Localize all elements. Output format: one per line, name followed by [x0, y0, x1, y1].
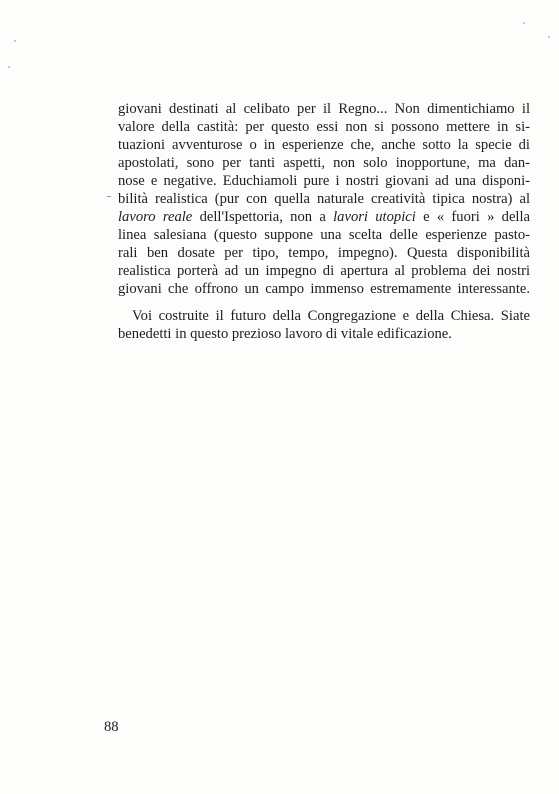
italic-phrase: lavoro reale	[118, 209, 193, 225]
text-line: giovani destinati al celibato per il Regno... Non dimentichiamo il	[118, 101, 530, 117]
text-line: realistica porterà ad un impegno di apertura al problema dei nostri	[118, 263, 530, 279]
text-line: giovani che offrono un campo immenso estremamente interessante.	[118, 281, 530, 297]
text-line: apostolati, sono per tanti aspetti, non solo inopportune, ma dan-	[118, 155, 530, 171]
scan-speck	[8, 66, 10, 68]
text-line: linea salesiana (questo suppone una scelta delle esperienze pasto-	[118, 227, 530, 243]
text-line: rali ben dosate per tipo, tempo, impegno). Questa disponibilità	[118, 245, 530, 261]
text-segment: e « fuori » della	[423, 209, 531, 225]
italic-phrase: lavori utopici	[333, 209, 416, 225]
text-line: bilità realistica (pur con quella naturale creatività tipica nostra) al	[118, 191, 530, 207]
text-line: nose e negative. Educhiamoli pure i nostri giovani ad una disponi-	[118, 173, 530, 189]
page-number: 88	[104, 719, 119, 735]
scan-speck	[548, 36, 550, 38]
text-line	[118, 209, 530, 226]
text-line: tuazioni avventurose o in esperienze che, anche sotto la specie di	[118, 137, 530, 153]
text-line: benedetti in questo prezioso lavoro di vitale edificazione.	[118, 326, 452, 342]
margin-mark	[107, 196, 111, 197]
text-line: valore della castità: per questo essi non si possono mettere in si-	[118, 119, 530, 135]
scan-speck	[14, 40, 16, 42]
scan-speck	[523, 22, 525, 24]
text-segment: dell'Ispettoria, non a	[199, 209, 326, 225]
text-line: Voi costruite il futuro della Congregazione e della Chiesa. Siate	[132, 308, 530, 324]
